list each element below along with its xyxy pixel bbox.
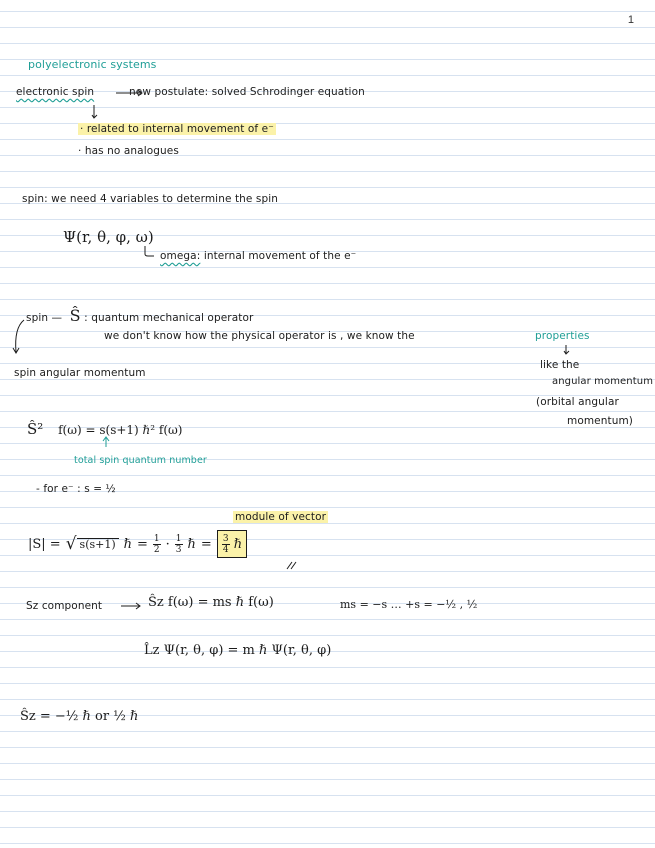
curved-arrow-icon [8,318,28,358]
modulus-equation [28,529,247,559]
properties-label: properties [535,330,590,342]
sz-eigen-equation: Ŝz f(ω) = ms ℏ f(ω) [148,595,274,610]
side-note-line-4: momentum) [567,415,633,427]
omega-line [160,251,356,262]
eq-s-squared [27,422,182,437]
bullet-internal-movement [78,124,276,135]
operator-note: we don't know how the physical operator is , we know the [104,330,415,342]
omega-term: omega: [160,250,201,262]
spin-variables-line: spin: we need 4 variables to determine the spin [22,193,279,205]
spin-angular-momentum: spin angular momentum [14,367,146,379]
down-arrow-icon [91,104,101,122]
for-electron-line: - for e⁻ : s = ½ [36,483,116,495]
sqrt-radicand: s(s+1) [77,538,119,550]
fraction-one-half: $\frac{1}{2}$ [153,533,160,555]
equals-sign: = [137,536,148,552]
postulate-text: new postulate: solved Schrodinger equation [129,86,365,98]
arrow-icon [115,88,145,98]
highlighted-text: module of vector [235,511,327,523]
electronic-spin-line [16,87,365,98]
sqrt-sign: √ [65,533,77,554]
ms-range: ms = −s … +s = −½ , ½ [340,598,478,611]
double-slash-mark [286,560,298,570]
boxed-result [217,530,247,558]
hbar-symbol: ℏ [187,536,196,552]
arrow-icon [120,601,144,611]
total-spin-label: total spin quantum number [74,455,207,466]
hook-arrow-icon [143,246,157,260]
s-squared-rhs: f(ω) = s(s+1) ℏ² f(ω) [58,423,183,437]
dot-operator: · [165,536,170,552]
fraction-one-third: $\frac{1}{3}$ [175,533,182,555]
spin-operator-line [26,308,253,324]
hbar-symbol: ℏ [233,537,243,552]
page-title: polyelectronic systems [28,58,157,71]
s-squared-operator: Ŝ² [27,420,44,438]
bullet-no-analogues: · has no analogues [78,145,179,157]
psi-expression: Ψ(r, θ, φ, ω) [63,228,154,246]
lz-equation: L̂z Ψ(r, θ, φ) = m ℏ Ψ(r, θ, φ) [144,643,332,658]
down-arrow-icon [563,344,573,358]
up-arrow-icon [102,436,112,448]
electronic-spin-term: electronic spin [16,86,95,98]
side-note-line-3: (orbital angular [536,396,619,408]
side-note-line-1: like the [540,359,580,371]
hbar-symbol: ℏ [123,536,133,552]
highlighted-text: · related to internal movement of e⁻ [80,123,274,135]
operator-description: : quantum mechanical operator [84,312,254,324]
sz-final-values: Ŝz = −½ ℏ or ½ ℏ [20,709,139,724]
fraction-three-quarters: $\frac{3}{4}$ [222,534,229,555]
spin-word: spin — [26,312,63,324]
equals-sign: = [200,536,212,552]
page-number: 1 [627,14,634,26]
omega-definition: internal movement of the e⁻ [203,250,357,262]
modulus-lhs: |S| = [28,536,61,552]
module-of-vector-label [233,512,328,523]
sz-component-label: Sz component [26,600,103,612]
spin-operator-symbol: Ŝ [69,306,81,325]
side-note-line-2: angular momentum [552,376,654,387]
